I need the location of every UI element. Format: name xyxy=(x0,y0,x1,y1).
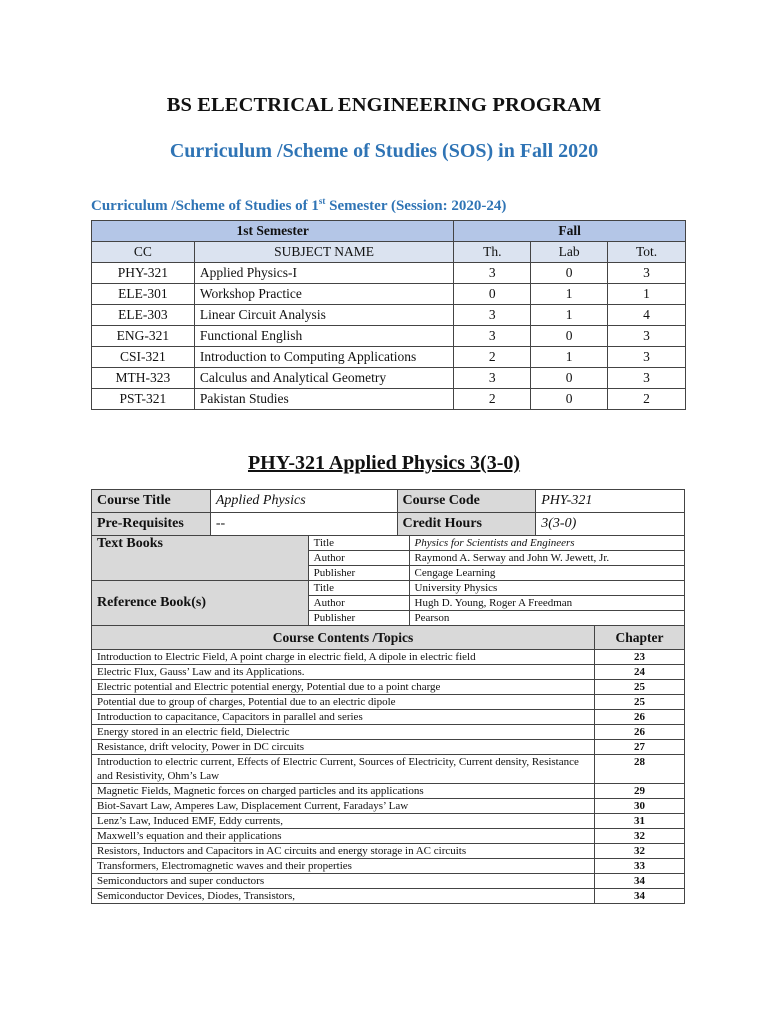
topic-row xyxy=(92,710,685,725)
course-title-value: Applied Physics xyxy=(210,490,397,513)
term-label: Fall xyxy=(454,221,686,242)
column-header: Tot. xyxy=(608,242,686,263)
subject-name-cell: Functional English xyxy=(194,326,454,347)
course-row xyxy=(92,284,686,305)
topic-chapter: 26 xyxy=(595,725,685,740)
total-credits-cell: 3 xyxy=(608,326,686,347)
semester-label: 1st Semester xyxy=(92,221,454,242)
reference-author-label: Author xyxy=(308,596,409,611)
sos-title: Curriculum /Scheme of Studies (SOS) in Fall 2020 xyxy=(169,140,599,162)
topic-row xyxy=(92,725,685,740)
theory-credits-cell: 0 xyxy=(454,284,531,305)
topic-text: Transformers, Electromagnetic waves and their properties xyxy=(92,859,595,874)
topic-row xyxy=(92,799,685,814)
column-header: Lab xyxy=(531,242,608,263)
textbook-title-label: Title xyxy=(308,536,409,551)
topic-row xyxy=(92,740,685,755)
topic-text: Magnetic Fields, Magnetic forces on charged particles and its applications xyxy=(92,784,595,799)
topic-row xyxy=(92,874,685,889)
topic-chapter: 28 xyxy=(595,755,685,784)
course-code-cell: ENG-321 xyxy=(92,326,195,347)
topic-text: Electric Flux, Gauss’ Law and its Applications. xyxy=(92,665,595,680)
course-code-value: PHY-321 xyxy=(536,490,685,513)
topic-row xyxy=(92,859,685,874)
topic-row xyxy=(92,680,685,695)
theory-credits-cell: 3 xyxy=(454,326,531,347)
topic-text: Semiconductors and super conductors xyxy=(92,874,595,889)
course-code-cell: PST-321 xyxy=(92,389,195,410)
theory-credits-cell: 2 xyxy=(454,389,531,410)
subject-name-cell: Applied Physics-I xyxy=(194,263,454,284)
semester-heading-sup: st xyxy=(318,196,326,206)
textbook-publisher: Cengage Learning xyxy=(409,566,685,581)
semester-table-columns xyxy=(92,242,686,263)
topic-row xyxy=(92,695,685,710)
topic-text: Introduction to Electric Field, A point charge in electric field, A dipole in electric field xyxy=(92,650,595,665)
lab-credits-cell: 1 xyxy=(531,305,608,326)
topic-chapter: 34 xyxy=(595,874,685,889)
course-row xyxy=(92,305,686,326)
textbook-author-label: Author xyxy=(308,551,409,566)
course-row xyxy=(92,389,686,410)
topic-chapter: 25 xyxy=(595,695,685,710)
topic-chapter: 29 xyxy=(595,784,685,799)
topic-chapter: 24 xyxy=(595,665,685,680)
lab-credits-cell: 1 xyxy=(531,284,608,305)
total-credits-cell: 3 xyxy=(608,347,686,368)
topic-row xyxy=(92,844,685,859)
subject-name-cell: Introduction to Computing Applications xyxy=(194,347,454,368)
topic-row xyxy=(92,665,685,680)
topic-text: Resistors, Inductors and Capacitors in AC circuits and energy storage in AC circuits xyxy=(92,844,595,859)
course-table xyxy=(91,489,685,904)
column-header: Th. xyxy=(454,242,531,263)
reference-title-row xyxy=(92,581,685,596)
column-header: CC xyxy=(92,242,195,263)
reference-books-label: Reference Book(s) xyxy=(92,581,309,626)
column-header: SUBJECT NAME xyxy=(194,242,454,263)
topic-chapter: 33 xyxy=(595,859,685,874)
course-row xyxy=(92,347,686,368)
total-credits-cell: 3 xyxy=(608,368,686,389)
topic-text: Introduction to capacitance, Capacitors in parallel and series xyxy=(92,710,595,725)
theory-credits-cell: 3 xyxy=(454,263,531,284)
prereq-value: -- xyxy=(210,513,397,536)
course-code-cell: MTH-323 xyxy=(92,368,195,389)
topic-row xyxy=(92,889,685,904)
semester-heading-suffix: Semester (Session: 2020-24) xyxy=(325,198,507,214)
credit-hours-value: 3(3-0) xyxy=(536,513,685,536)
total-credits-cell: 2 xyxy=(608,389,686,410)
topic-row xyxy=(92,755,685,784)
lab-credits-cell: 0 xyxy=(531,263,608,284)
theory-credits-cell: 3 xyxy=(454,305,531,326)
textbook-author: Raymond A. Serway and John W. Jewett, Jr. xyxy=(409,551,685,566)
topic-row xyxy=(92,650,685,665)
course-code-label: Course Code xyxy=(397,490,536,513)
topic-chapter: 25 xyxy=(595,680,685,695)
course-title-label: Course Title xyxy=(92,490,211,513)
textbooks-label: Text Books xyxy=(92,536,309,581)
topic-chapter: 26 xyxy=(595,710,685,725)
topic-chapter: 23 xyxy=(595,650,685,665)
textbook-title-row xyxy=(92,536,685,551)
total-credits-cell: 4 xyxy=(608,305,686,326)
topics-body xyxy=(92,650,685,904)
topic-chapter: 27 xyxy=(595,740,685,755)
topic-chapter: 30 xyxy=(595,799,685,814)
reference-author: Hugh D. Young, Roger A Freedman xyxy=(409,596,685,611)
topic-text: Introduction to electric current, Effects of Electric Current, Sources of Electricity, Current density, Resistance and Resistivity, Ohm’s Law xyxy=(92,755,595,784)
course-contents-label: Course Contents /Topics xyxy=(92,626,595,650)
course-row xyxy=(92,326,686,347)
topic-text: Potential due to group of charges, Potential due to an electric dipole xyxy=(92,695,595,710)
course-code-cell: ELE-303 xyxy=(92,305,195,326)
topic-text: Semiconductor Devices, Diodes, Transistors, xyxy=(92,889,595,904)
course-heading: PHY-321 Applied Physics 3(3-0) xyxy=(247,452,521,474)
topic-text: Maxwell’s equation and their applications xyxy=(92,829,595,844)
reference-title: University Physics xyxy=(409,581,685,596)
credit-hours-label: Credit Hours xyxy=(397,513,536,536)
subject-name-cell: Calculus and Analytical Geometry xyxy=(194,368,454,389)
semester-heading-prefix: Curriculum /Scheme of Studies of 1 xyxy=(91,198,319,214)
topic-text: Energy stored in an electric field, Dielectric xyxy=(92,725,595,740)
topic-chapter: 32 xyxy=(595,844,685,859)
course-code-cell: CSI-321 xyxy=(92,347,195,368)
total-credits-cell: 3 xyxy=(608,263,686,284)
chapter-label: Chapter xyxy=(595,626,685,650)
topic-chapter: 34 xyxy=(595,889,685,904)
textbook-publisher-label: Publisher xyxy=(308,566,409,581)
theory-credits-cell: 3 xyxy=(454,368,531,389)
course-row xyxy=(92,263,686,284)
topic-row xyxy=(92,784,685,799)
semester-heading xyxy=(91,196,506,215)
semester-table-body xyxy=(92,263,686,410)
prereq-row xyxy=(92,513,685,536)
subject-name-cell: Workshop Practice xyxy=(194,284,454,305)
topic-text: Resistance, drift velocity, Power in DC circuits xyxy=(92,740,595,755)
lab-credits-cell: 1 xyxy=(531,347,608,368)
prereq-label: Pre-Requisites xyxy=(92,513,211,536)
course-code-cell: PHY-321 xyxy=(92,263,195,284)
topic-text: Biot-Savart Law, Amperes Law, Displacement Current, Faradays’ Law xyxy=(92,799,595,814)
subject-name-cell: Pakistan Studies xyxy=(194,389,454,410)
topic-chapter: 31 xyxy=(595,814,685,829)
topic-row xyxy=(92,829,685,844)
course-title-row xyxy=(92,490,685,513)
theory-credits-cell: 2 xyxy=(454,347,531,368)
textbook-title: Physics for Scientists and Engineers xyxy=(409,536,685,551)
semester-table xyxy=(91,220,686,410)
reference-publisher-label: Publisher xyxy=(308,611,409,626)
topic-row xyxy=(92,814,685,829)
topic-chapter: 32 xyxy=(595,829,685,844)
program-title: BS ELECTRICAL ENGINEERING PROGRAM xyxy=(166,94,602,116)
lab-credits-cell: 0 xyxy=(531,389,608,410)
topic-text: Electric potential and Electric potential energy, Potential due to a point charge xyxy=(92,680,595,695)
reference-title-label: Title xyxy=(308,581,409,596)
lab-credits-cell: 0 xyxy=(531,368,608,389)
contents-header-row xyxy=(92,626,685,650)
course-row xyxy=(92,368,686,389)
course-code-cell: ELE-301 xyxy=(92,284,195,305)
total-credits-cell: 1 xyxy=(608,284,686,305)
topic-text: Lenz’s Law, Induced EMF, Eddy currents, xyxy=(92,814,595,829)
reference-publisher: Pearson xyxy=(409,611,685,626)
semester-table-header xyxy=(92,221,686,242)
lab-credits-cell: 0 xyxy=(531,326,608,347)
subject-name-cell: Linear Circuit Analysis xyxy=(194,305,454,326)
